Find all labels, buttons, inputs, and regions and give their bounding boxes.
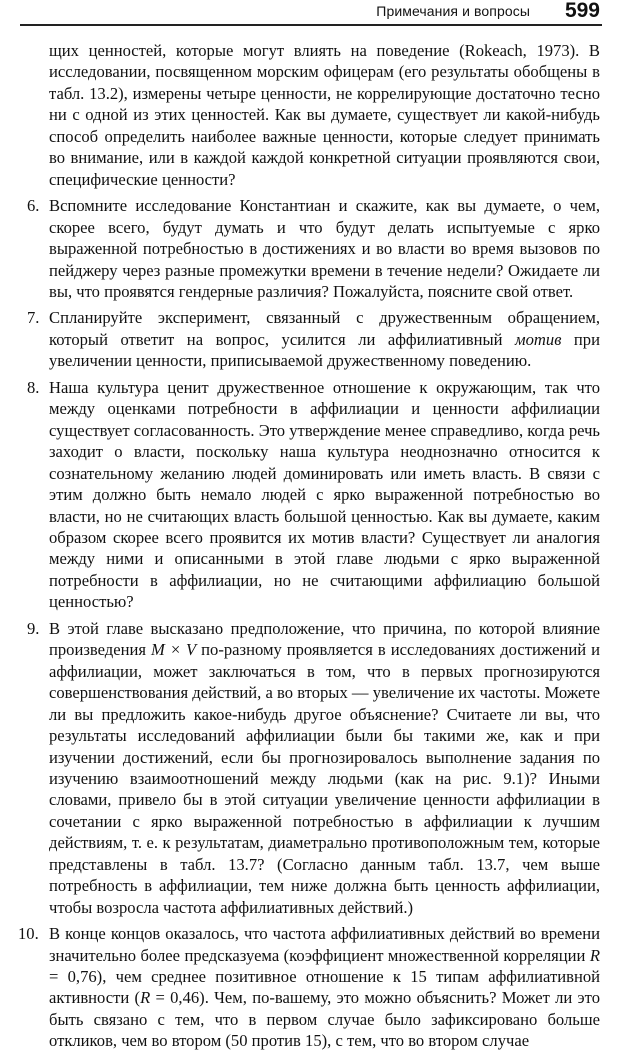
text-run: В этой главе высказано предположение, что причина, по которой влияние произведения xyxy=(49,618,600,660)
emphasized-term: мотив xyxy=(515,329,562,349)
question-8 xyxy=(27,377,600,613)
text-run: Спланируйте эксперимент, связанный с дружественным обращением, который ответит на вопрос, усилится ли аффилиативный xyxy=(49,308,600,349)
text-run: по-разному проявляется в исследованиях достижений и аффилиации, может заключаться в том, что в первых прогнозируются совершенствования действий, а во вторых — увеличение их частоты. Можете ли вы предложить какое-нибудь другое объяснение? Считаете ли вы, что результаты исследований аффилиации были бы такими же, как и при изучении достижений, если бы прогнозировалось выполнение задания по изучению взаимоотношений между людьми (как на рис. 9.1)? Иными словами, привело бы в этой ситуации увеличение ценности аффилиации в сочетании с ярко выраженной потребностью в аффилиации к лучшим действиям, т. е. к результатам, диаметрально противоположным тем, которые представлены в табл. 13.7? (Согласно данным табл. 13.7, чем выше потребность в аффилиации, тем ниже должна быть ценность аффилиации, чтобы возросла частота аффилиативных действий.) xyxy=(49,640,600,917)
question-10 xyxy=(18,923,601,1052)
question-7 xyxy=(27,307,600,371)
math-expression: M × V xyxy=(151,640,197,660)
question-number: 8. xyxy=(27,377,40,397)
text-run: = 0,76), чем среднее позитивное отношение к 15 типам аффилиативной активности ( xyxy=(49,967,600,1008)
text-run: = 0,46). Чем, по-вашему, это можно объяснить? Может ли это быть связано с тем, что в первом случае было зафиксировано больше откликов, чем во втором (50 против 15), с тем, что во втором случае xyxy=(49,988,601,1051)
continued-paragraph: щих ценностей, которые могут влиять на поведение (Rokeach, 1973). В исследовании, посвященном морским офицерам (его результаты обобщены в табл. 13.2), измерены четыре ценности, не коррелирующие достаточно тесно ни с одной из этих ценностей. Как вы думаете, существует ли какой-нибудь способ определить наиболее важные ценности, которые следует принимать во внимание, или в каждой каждой конкретной ситуации проявляются свои, специфические ценности? xyxy=(49,41,600,189)
question-number: 6. xyxy=(27,196,40,216)
question-text: Наша культура ценит дружественное отношение к окружающим, так что между оценками потребности в аффилиации и ценности аффилиации существует согласованность. Это утверждение менее справедливо, когда речь заходит о власти, поскольку наша культура неоднозначно относится к сознательному желанию людей доминировать или иметь власть. В связи с этим должно быть немало людей с ярко выраженной потребностью во власти, но не считающих власть большой ценностью. Как вы думаете, каким образом скорее всего проявится их мотив власти? Существует ли аналогия между ними и описанными в этой главе людьми с ярко выраженной потребности в аффилиации, но не считающими аффилиацию большой ценностью? xyxy=(49,377,600,612)
question-number: 10. xyxy=(18,924,39,944)
page-number: 599 xyxy=(564,0,600,22)
question-number: 7. xyxy=(27,308,40,328)
question-number: 9. xyxy=(27,618,40,638)
question-text xyxy=(49,307,600,371)
running-header xyxy=(20,0,602,26)
math-symbol: R xyxy=(140,988,151,1008)
page-body xyxy=(18,40,601,1052)
question-text: Вспомните исследование Константиан и скажите, как вы думаете, о чем, скорее всего, будут думать и что будут делать испытуемые с ярко выраженной потребностью в достижениях и во власти во время вызовов по пейджеру через разные промежутки времени в течение недели? Ожидаете ли вы, что проявятся гендерные различия? Пожалуйста, поясните свой ответ. xyxy=(49,196,600,301)
question-text xyxy=(49,618,600,918)
question-text xyxy=(49,923,600,1052)
text-run: В конце концов оказалось, что частота аффилиативных действий во времени значительно более предсказуема (коэффициент множественной корреляции xyxy=(49,924,600,965)
question-6 xyxy=(27,195,600,302)
math-symbol: R xyxy=(589,945,600,965)
section-title: Примечания и вопросы xyxy=(376,3,530,19)
text-run: при увеличении ценности, приписываемой дружественному поведению. xyxy=(49,329,600,371)
question-9 xyxy=(27,618,600,918)
